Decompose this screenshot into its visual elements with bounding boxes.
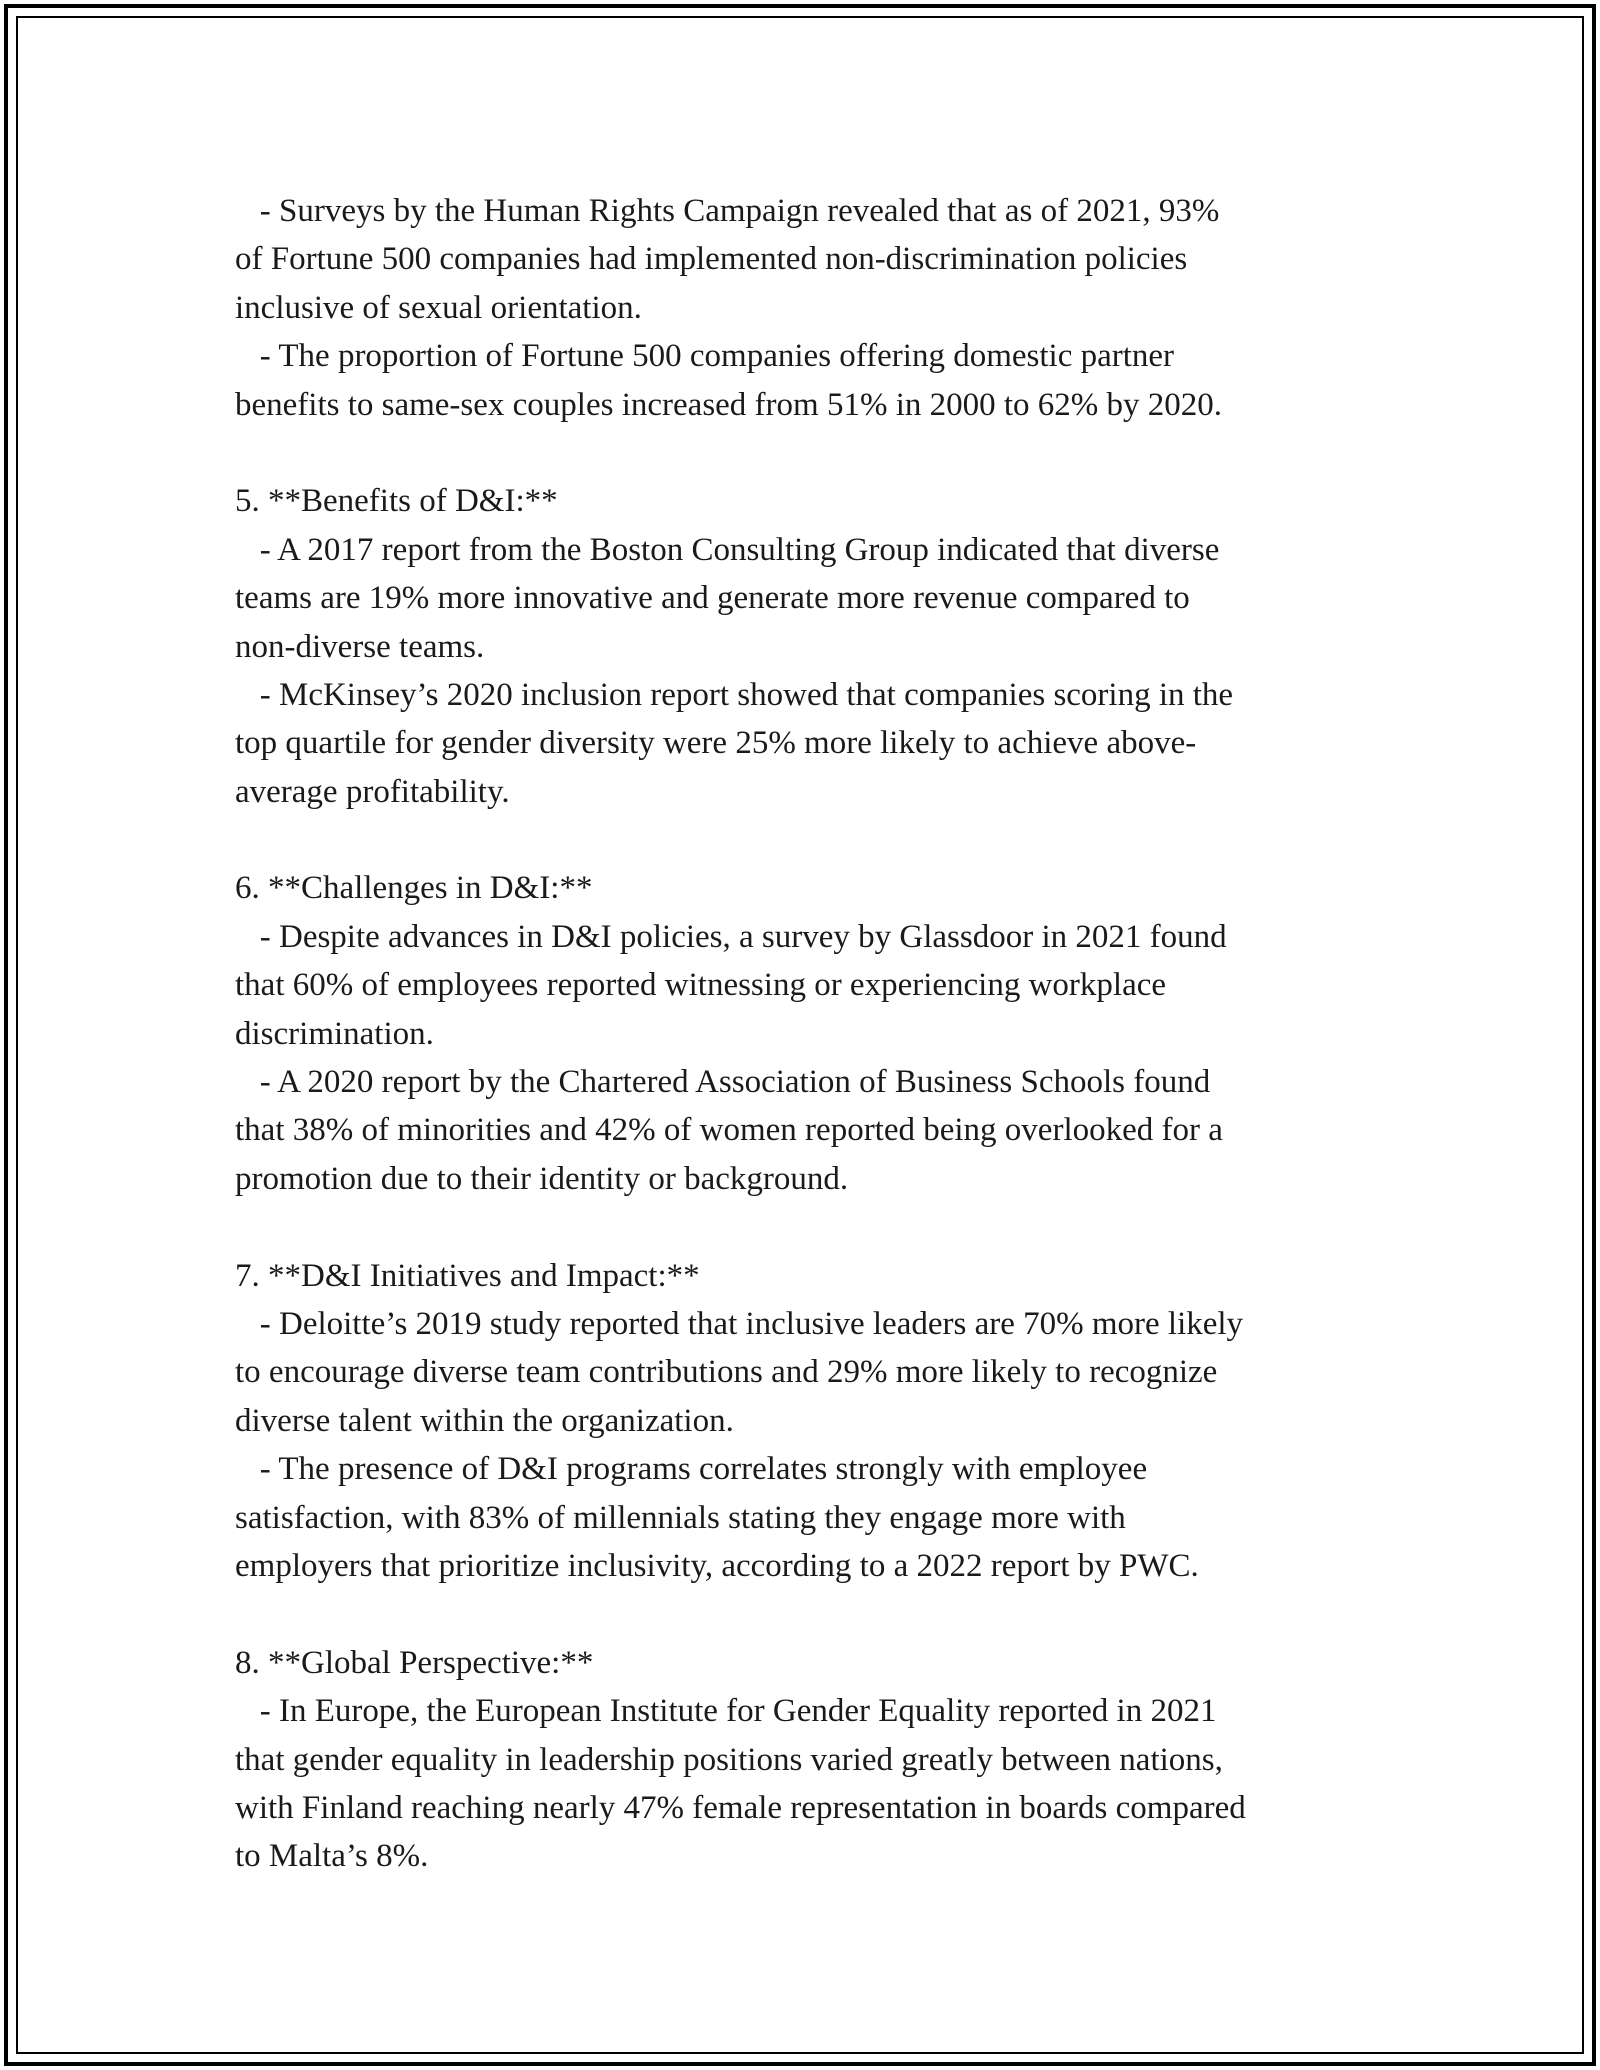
paragraph-spacer <box>235 429 1385 477</box>
section-heading: 7. **D&I Initiatives and Impact:** <box>235 1257 700 1294</box>
text-line: employers that prioritize inclusivity, according to a 2022 report by PWC. <box>235 1547 1199 1584</box>
text-line: to encourage diverse team contributions and 29% more likely to recognize <box>235 1354 1218 1391</box>
document-body <box>235 187 1385 1881</box>
text-line: satisfaction, with 83% of millennials stating they engage more with <box>235 1499 1126 1536</box>
text-line: inclusive of sexual orientation. <box>235 289 642 326</box>
text-line: - A 2017 report from the Boston Consulting Group indicated that diverse <box>235 531 1220 568</box>
section-benefits <box>235 477 1385 816</box>
text-line: that 38% of minorities and 42% of women reported being overlooked for a <box>235 1112 1223 1149</box>
text-line: discrimination. <box>235 1015 434 1052</box>
text-line: - In Europe, the European Institute for Gender Equality reported in 2021 <box>235 1693 1217 1730</box>
text-line: benefits to same-sex couples increased from 51% in 2000 to 62% by 2020. <box>235 386 1223 423</box>
paragraph-spacer <box>235 1590 1385 1638</box>
section-heading: 8. **Global Perspective:** <box>235 1644 594 1681</box>
text-line: of Fortune 500 companies had implemented non-discrimination policies <box>235 241 1188 278</box>
text-line: with Finland reaching nearly 47% female representation in boards compared <box>235 1789 1246 1826</box>
text-line: - McKinsey’s 2020 inclusion report showed that companies scoring in the <box>235 676 1234 713</box>
section-global-perspective <box>235 1639 1385 1881</box>
text-line: - The presence of D&I programs correlates strongly with employee <box>235 1451 1148 1488</box>
text-line: to Malta’s 8%. <box>235 1838 429 1875</box>
text-line: that gender equality in leadership positions varied greatly between nations, <box>235 1741 1223 1778</box>
text-line: teams are 19% more innovative and generate more revenue compared to <box>235 580 1190 617</box>
text-line: - Despite advances in D&I policies, a survey by Glassdoor in 2021 found <box>235 918 1227 955</box>
intro-bullet <box>235 187 1385 332</box>
section-challenges <box>235 864 1385 1203</box>
text-line: promotion due to their identity or background. <box>235 1160 849 1197</box>
text-line: non-diverse teams. <box>235 628 485 665</box>
intro-bullet <box>235 332 1385 429</box>
text-line: that 60% of employees reported witnessing or experiencing workplace <box>235 967 1167 1004</box>
section-initiatives <box>235 1252 1385 1591</box>
text-line: - The proportion of Fortune 500 companies offering domestic partner <box>235 338 1175 375</box>
text-line: - A 2020 report by the Chartered Association of Business Schools found <box>235 1064 1211 1101</box>
paragraph-spacer <box>235 816 1385 864</box>
text-line: - Deloitte’s 2019 study reported that inclusive leaders are 70% more likely <box>235 1305 1244 1342</box>
text-line: - Surveys by the Human Rights Campaign revealed that as of 2021, 93% <box>235 193 1220 229</box>
section-heading: 6. **Challenges in D&I:** <box>235 870 593 907</box>
text-line: diverse talent within the organization. <box>235 1402 734 1439</box>
paragraph-spacer <box>235 1203 1385 1251</box>
text-line: average profitability. <box>235 773 510 810</box>
text-line: top quartile for gender diversity were 25% more likely to achieve above- <box>235 725 1197 762</box>
section-heading: 5. **Benefits of D&I:** <box>235 483 558 520</box>
